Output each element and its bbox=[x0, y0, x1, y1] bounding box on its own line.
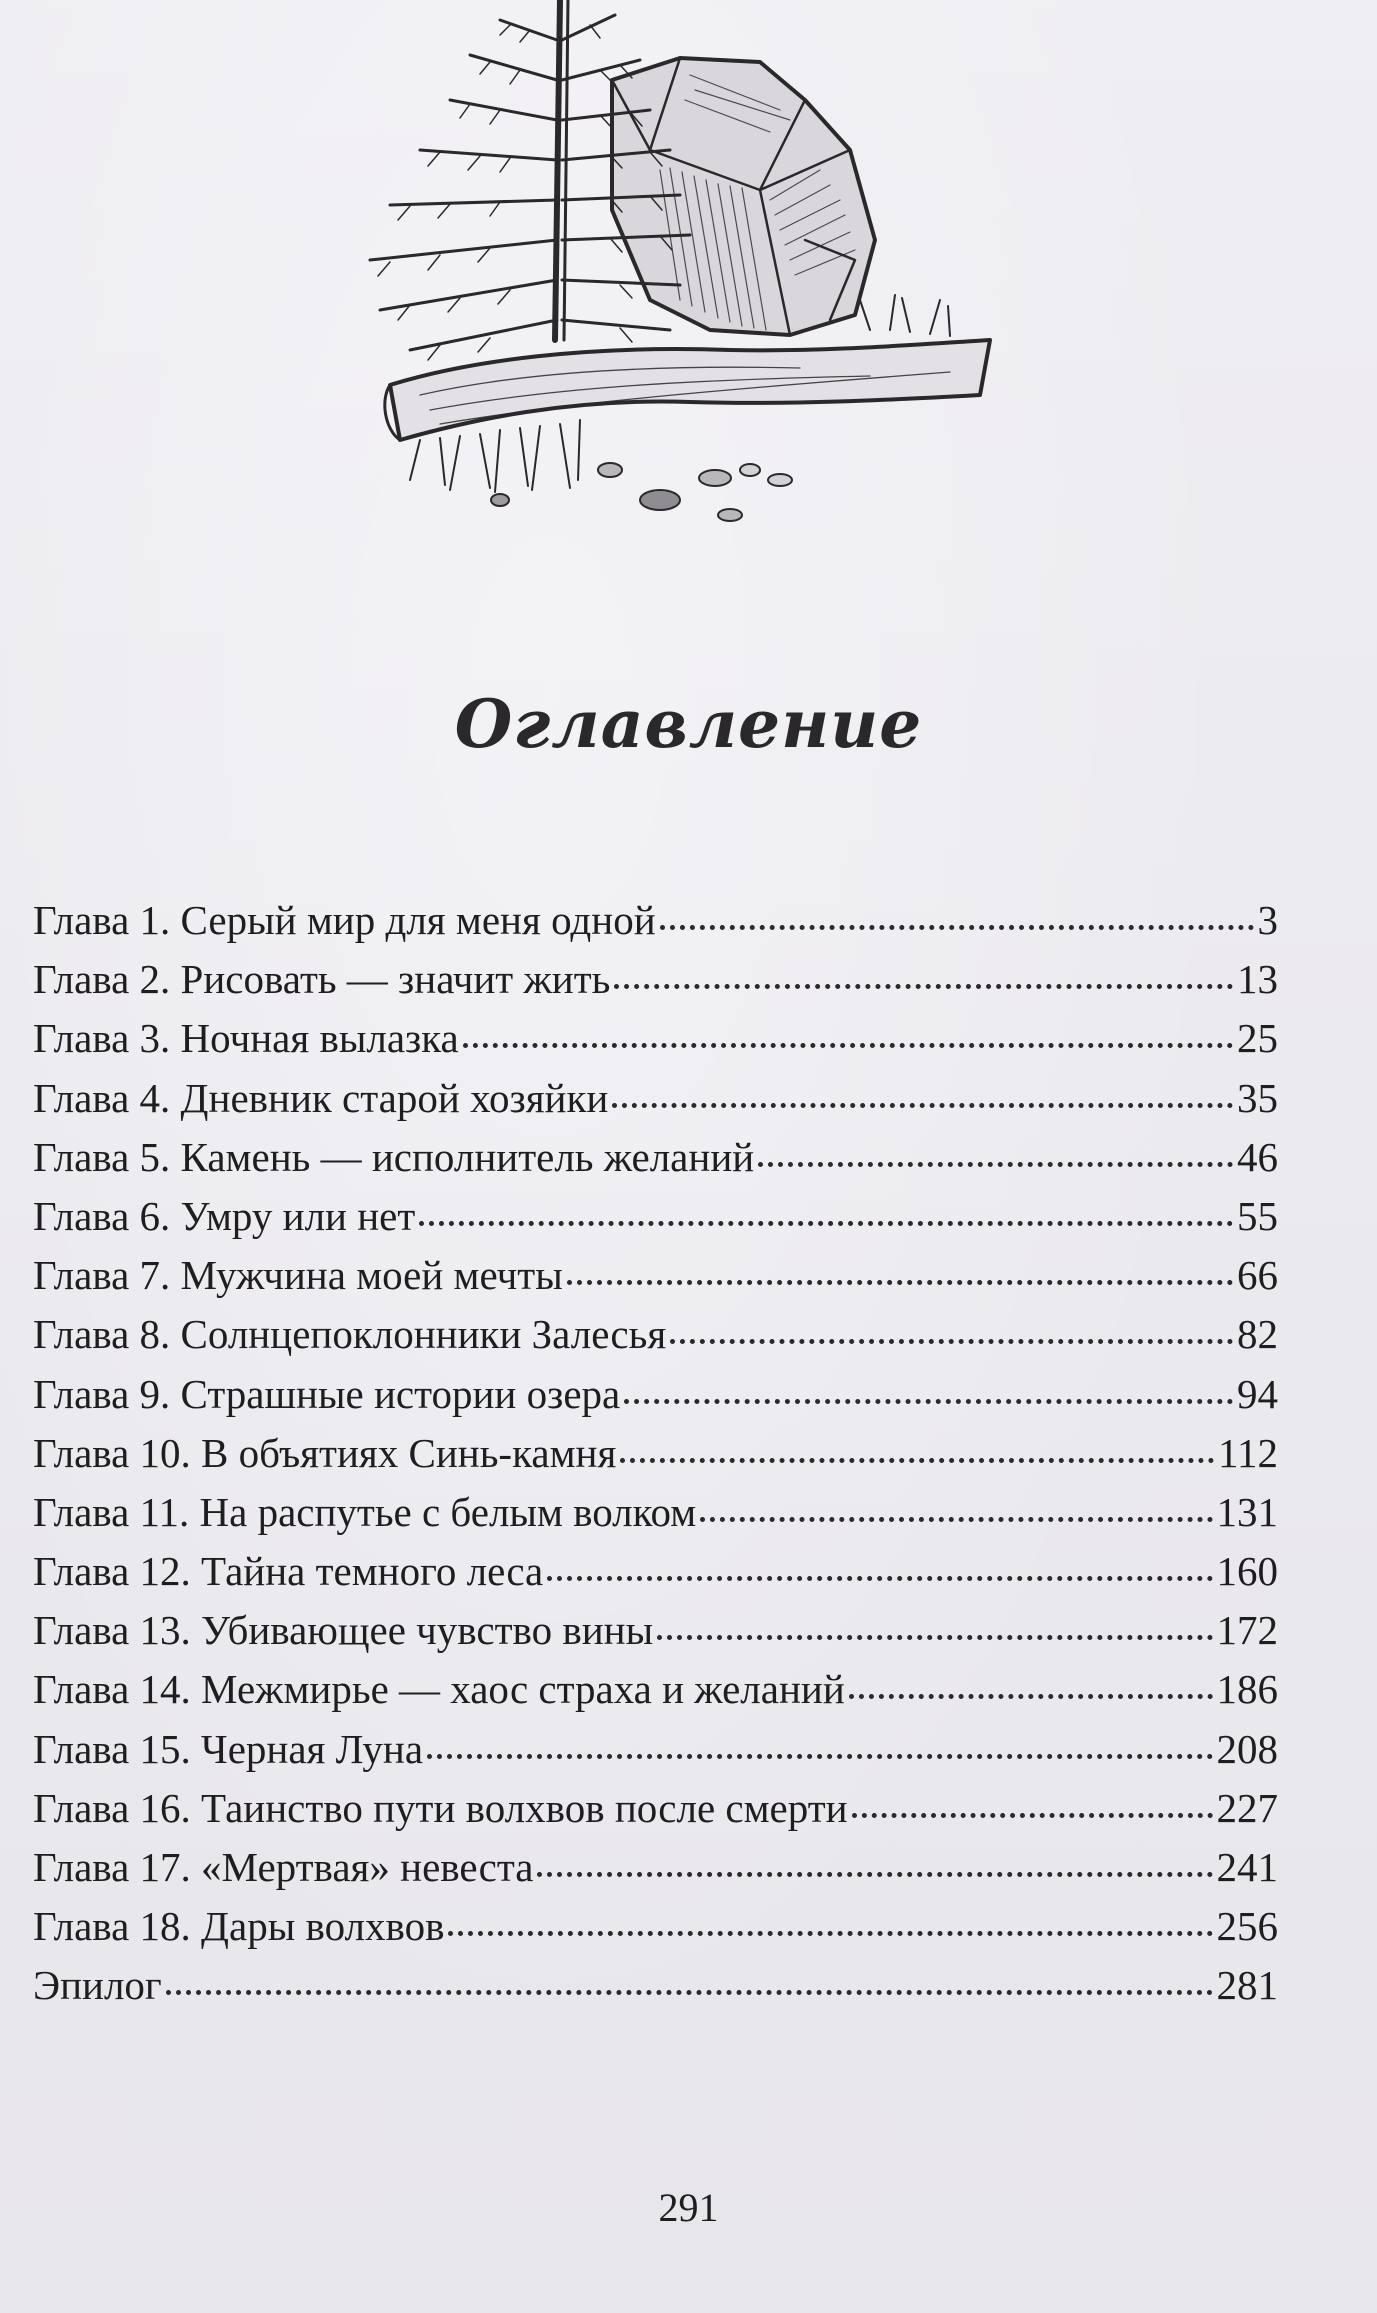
toc-entry-page: 186 bbox=[1216, 1666, 1278, 1713]
toc-entry-page: 55 bbox=[1237, 1192, 1278, 1239]
toc-entry-title: Глава 12. Тайна темного леса bbox=[33, 1548, 544, 1595]
toc-entry-page: 13 bbox=[1237, 956, 1278, 1003]
toc-dot-leader bbox=[448, 1931, 1212, 1936]
toc-entry-page: 241 bbox=[1216, 1844, 1278, 1890]
toc-entry bbox=[33, 896, 1278, 955]
toc-dot-leader bbox=[547, 1576, 1212, 1581]
toc-entry bbox=[33, 1370, 1278, 1429]
toc-entry bbox=[33, 1192, 1278, 1251]
toc-dot-leader bbox=[166, 1990, 1213, 1995]
toc-entry-page: 46 bbox=[1237, 1133, 1278, 1180]
toc-entry bbox=[33, 1488, 1278, 1547]
toc-entry-title: Глава 16. Таинство пути волхвов после смерти bbox=[33, 1784, 848, 1831]
toc-dot-leader bbox=[419, 1221, 1233, 1226]
toc-entry-title: Глава 1. Серый мир для меня одной bbox=[33, 897, 656, 943]
toc-entry-title: Глава 17. «Мертвая» невеста bbox=[33, 1844, 534, 1890]
toc-entry-page: 172 bbox=[1216, 1607, 1278, 1654]
toc-dot-leader bbox=[670, 1339, 1233, 1344]
spruce-and-stone-illustration bbox=[350, 0, 1010, 540]
toc-entry-title: Глава 15. Черная Луна bbox=[33, 1725, 424, 1772]
toc-entry bbox=[33, 1429, 1278, 1488]
toc-entry bbox=[33, 1725, 1278, 1784]
toc-entry-page: 208 bbox=[1216, 1725, 1278, 1772]
toc-dot-leader bbox=[624, 1399, 1233, 1404]
toc-dot-leader bbox=[614, 984, 1233, 989]
toc-entry bbox=[33, 1074, 1278, 1133]
toc-entry-title: Глава 8. Солнцепоклонники Залесья bbox=[33, 1311, 667, 1358]
toc-dot-leader bbox=[537, 1872, 1212, 1877]
toc-entry-title: Глава 11. На распутье с белым волком bbox=[33, 1488, 697, 1535]
toc-dot-leader bbox=[852, 1813, 1213, 1818]
toc-entry bbox=[33, 1843, 1278, 1902]
toc-entry-title: Глава 9. Страшные истории озера bbox=[33, 1370, 621, 1417]
toc-dot-leader bbox=[657, 1635, 1212, 1640]
toc-dot-leader bbox=[463, 1043, 1233, 1048]
table-of-contents bbox=[33, 896, 1278, 2021]
toc-entry-page: 112 bbox=[1218, 1429, 1278, 1476]
toc-entry-page: 82 bbox=[1237, 1311, 1278, 1358]
toc-entry bbox=[33, 1606, 1278, 1665]
toc-entry bbox=[33, 1961, 1278, 2020]
toc-entry-page: 227 bbox=[1216, 1784, 1278, 1831]
toc-entry-title: Глава 7. Мужчина моей мечты bbox=[33, 1252, 563, 1299]
toc-entry bbox=[33, 1310, 1278, 1369]
toc-entry bbox=[33, 1133, 1278, 1192]
toc-dot-leader bbox=[427, 1754, 1212, 1759]
toc-entry-page: 131 bbox=[1216, 1488, 1278, 1535]
toc-entry-title: Глава 10. В объятиях Синь-камня bbox=[33, 1429, 617, 1476]
toc-dot-leader bbox=[567, 1280, 1233, 1285]
toc-entry-title: Глава 5. Камень — исполнитель желаний bbox=[33, 1133, 755, 1180]
toc-dot-leader bbox=[612, 1103, 1233, 1108]
toc-entry-title: Глава 6. Умру или нет bbox=[33, 1192, 416, 1239]
toc-entry-title: Глава 3. Ночная вылазка bbox=[33, 1015, 459, 1062]
table-of-contents-heading: Оглавление bbox=[454, 685, 923, 763]
toc-entry-page: 256 bbox=[1216, 1903, 1278, 1950]
toc-entry-title: Глава 4. Дневник старой хозяйки bbox=[33, 1074, 609, 1121]
toc-entry bbox=[33, 1902, 1278, 1961]
toc-entry bbox=[33, 1014, 1278, 1073]
page-number: 291 bbox=[658, 2185, 719, 2230]
toc-entry bbox=[33, 1547, 1278, 1606]
toc-entry-title: Глава 2. Рисовать — значит жить bbox=[33, 956, 611, 1003]
toc-entry bbox=[33, 1665, 1278, 1724]
toc-entry-title: Глава 18. Дары волхвов bbox=[33, 1903, 445, 1950]
toc-entry-page: 160 bbox=[1216, 1548, 1278, 1595]
toc-entry-page: 25 bbox=[1237, 1015, 1278, 1062]
toc-entry-page: 66 bbox=[1237, 1252, 1278, 1299]
toc-dot-leader bbox=[849, 1694, 1213, 1699]
toc-entry-page: 3 bbox=[1257, 897, 1278, 943]
toc-entry-title: Глава 14. Межмирье — хаос страха и желаний bbox=[33, 1666, 845, 1713]
toc-entry-page: 281 bbox=[1216, 1962, 1278, 2009]
toc-entry bbox=[33, 955, 1278, 1014]
toc-dot-leader bbox=[620, 1458, 1214, 1463]
toc-dot-leader bbox=[758, 1162, 1233, 1167]
toc-entry-page: 94 bbox=[1237, 1370, 1278, 1417]
toc-entry-page: 35 bbox=[1237, 1074, 1278, 1121]
toc-entry-title: Глава 13. Убивающее чувство вины bbox=[33, 1607, 654, 1654]
toc-dot-leader bbox=[660, 925, 1254, 930]
toc-entry bbox=[33, 1784, 1278, 1843]
toc-dot-leader bbox=[700, 1517, 1212, 1522]
toc-entry-title: Эпилог bbox=[33, 1962, 162, 2009]
toc-entry bbox=[33, 1251, 1278, 1310]
